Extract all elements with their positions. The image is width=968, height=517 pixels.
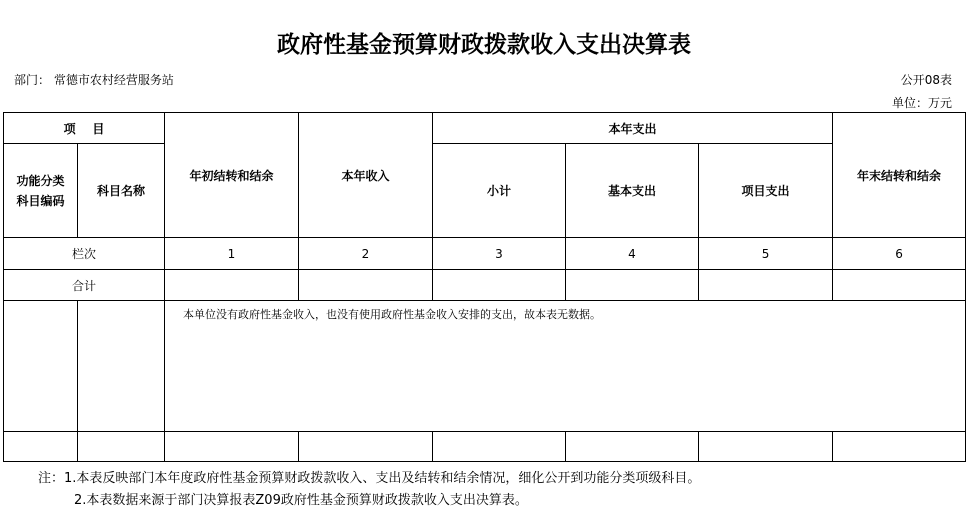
form-code: 公开08表 <box>900 73 952 87</box>
column-number: 6 <box>833 238 966 270</box>
total-cell <box>699 270 833 301</box>
header-subject-name: 科目名称 <box>78 144 165 238</box>
footnote-1: 注：1.本表反映部门本年度政府性基金预算财政拨款收入、支出及结转和结余情况，细化公开到功能分类项级科目。 <box>38 471 701 486</box>
note-row <box>4 301 966 432</box>
total-row <box>4 270 966 301</box>
total-cell <box>299 270 433 301</box>
header-row-1 <box>4 113 966 144</box>
header-func-code-text: 功能分类科目编码 <box>16 173 65 208</box>
page-title: 政府性基金预算财政拨款收入支出决算表 <box>277 32 691 58</box>
total-cell <box>566 270 699 301</box>
no-data-note <box>165 301 966 432</box>
header-basic: 基本支出 <box>566 144 699 238</box>
budget-table <box>3 112 966 462</box>
empty-cell <box>299 432 433 462</box>
empty-cell <box>165 432 299 462</box>
total-cell <box>433 270 566 301</box>
empty-cell <box>433 432 566 462</box>
empty-cell <box>78 432 165 462</box>
footnote-2: 2.本表数据来源于部门决算报表Z09政府性基金预算财政拨款收入支出决算表。 <box>74 493 528 508</box>
empty-cell <box>4 432 78 462</box>
total-cell <box>165 270 299 301</box>
total-cell <box>833 270 966 301</box>
no-data-note-text: 本单位没有政府性基金收入，也没有使用政府性基金收入安排的支出，故本表无数据。 <box>183 308 601 321</box>
empty-cell <box>566 432 699 462</box>
header-func-code <box>4 144 78 238</box>
header-income: 本年收入 <box>299 113 433 238</box>
total-label: 合计 <box>4 270 165 301</box>
column-number: 2 <box>299 238 433 270</box>
empty-cell <box>4 301 78 432</box>
empty-cell <box>78 301 165 432</box>
empty-cell <box>699 432 833 462</box>
header-row-2 <box>4 144 966 238</box>
column-number: 5 <box>699 238 833 270</box>
header-opening-balance: 年初结转和结余 <box>165 113 299 238</box>
column-number-row <box>4 238 966 270</box>
header-subtotal: 小计 <box>433 144 566 238</box>
unit-label: 单位：万元 <box>891 96 952 110</box>
column-label: 栏次 <box>4 238 165 270</box>
empty-cell <box>833 432 966 462</box>
column-number: 3 <box>433 238 566 270</box>
column-number: 4 <box>566 238 699 270</box>
column-number: 1 <box>165 238 299 270</box>
header-project-exp: 项目支出 <box>699 144 833 238</box>
header-closing-balance: 年末结转和结余 <box>833 113 966 238</box>
department-label: 部门： 常德市农村经营服务站 <box>14 73 174 87</box>
header-expenditure: 本年支出 <box>433 113 833 144</box>
header-project: 项 目 <box>4 113 165 144</box>
blank-row <box>4 432 966 462</box>
